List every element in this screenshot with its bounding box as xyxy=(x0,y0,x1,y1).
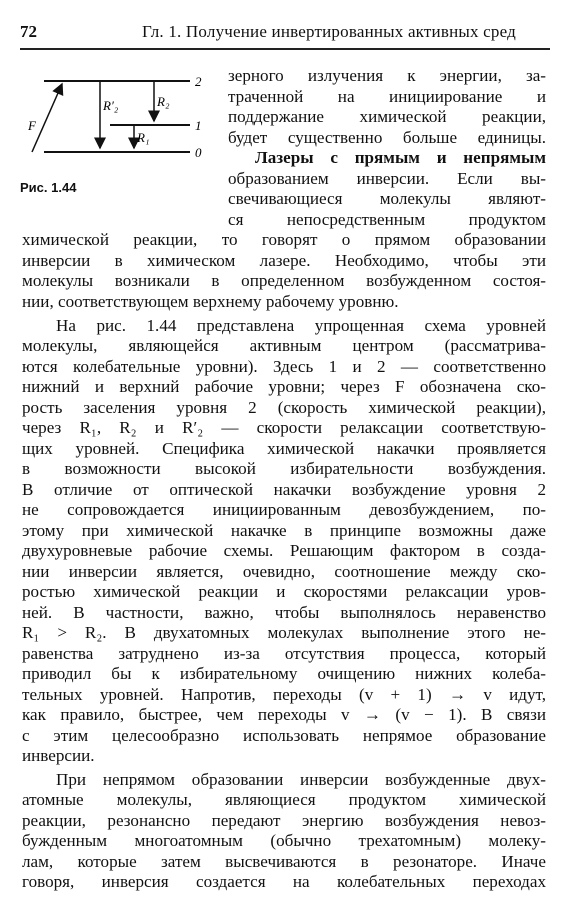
rate-label-R2: R₂ xyxy=(157,94,170,109)
header-rule xyxy=(20,48,550,50)
text-line: реакции, резонансно передают энергию возбуждения невоз- xyxy=(22,811,546,830)
text-line: лам, которые затем высвечиваются в резонаторе. Иначе xyxy=(22,852,546,871)
text-line: тельных уровней. Напротив, переходы (v + 1) → v идут, xyxy=(22,685,546,704)
text-line: ней. В частности, важно, чтобы выполнялось неравенство xyxy=(22,603,546,622)
running-title: Гл. 1. Получение инвертированных активных сред xyxy=(142,22,516,41)
text-line: молекулы, являющейся активным центром (рассматрива- xyxy=(22,336,546,355)
rate-label-F: F xyxy=(28,118,36,133)
text-line: в возможности высокой избирательности возбуждения. xyxy=(22,459,546,478)
text-line: зерного излучения к энергии, за- xyxy=(228,66,546,85)
text-line: как правило, быстрее, чем переходы v → (v − 1). В связи xyxy=(22,705,546,724)
text-line: приводил бы к избирательному очищению нижних колеба- xyxy=(22,664,546,683)
text-line: нии, соответствующем верхнему рабочему уровню. xyxy=(22,292,399,311)
text-line: ростью химической реакции и скоростями релаксации уров- xyxy=(22,582,546,601)
text-line: R₁ > R₂. В двухатомных молекулах выполнение этого не- xyxy=(22,623,546,642)
text-line: через R₁, R₂ и R′₂ — скорости релаксации соответствую- xyxy=(22,418,546,437)
text-line: инверсии в химическом лазере. Необходимо, чтобы эти xyxy=(22,251,546,270)
text-line: образованием инверсии. Если вы- xyxy=(228,169,546,188)
text-line: свечивающиеся молекулы являют- xyxy=(228,189,546,208)
text-line: двухуровневые рабочие схемы. Решающим фактором в созда- xyxy=(22,541,546,560)
page-number: 72 xyxy=(20,22,37,41)
rate-label-R1: R₁ xyxy=(137,130,150,145)
text-line: с этим целесообразно использовать непрямое образование xyxy=(22,726,546,745)
text-line: На рис. 1.44 представлена упрощенная схема уровней xyxy=(56,316,546,335)
text-line: поддержание химической реакции, xyxy=(228,107,546,126)
figure-caption: Рис. 1.44 xyxy=(20,180,77,195)
rate-label-R2prime: R′₂ xyxy=(103,98,119,113)
text-line: нии инверсии является, очевидно, соотношение между ско- xyxy=(22,562,546,581)
text-line: ются колебательные уровни). Здесь 1 и 2 — соответственно xyxy=(22,357,546,376)
text-line: атомные молекулы, являющиеся продуктом химической xyxy=(22,790,546,809)
text-line: молекулы возникали в определенном возбужденном состоя- xyxy=(22,271,546,290)
text-line: бужденным многоатомным (обычно трехатомным) молеку- xyxy=(22,831,546,850)
text-line: щих уровней. Специфика химической накачки проявляется xyxy=(22,439,546,458)
text-line: говоря, инверсия создается на колебательных переходах xyxy=(22,872,546,891)
text-line: не сопровождается инициированным девозбуждением, по- xyxy=(22,500,546,519)
text-line: рость заселения уровня 2 (скорость химической реакции), xyxy=(22,398,546,417)
text-line: инверсии. xyxy=(22,746,95,765)
text-line: нижний и верхний рабочие уровни; через F обозначена ско- xyxy=(22,377,546,396)
level-label-1: 1 xyxy=(195,118,202,133)
text-line: химической реакции, то говорят о прямом образовании xyxy=(22,230,546,249)
level-label-0: 0 xyxy=(195,145,202,160)
text-line: ся непосредственным продуктом xyxy=(228,210,546,229)
section-heading: Лазеры с прямым и непрямым xyxy=(255,148,546,167)
pump-arrow-F xyxy=(32,84,62,152)
energy-level-svg xyxy=(22,68,222,180)
level-label-2: 2 xyxy=(195,74,202,89)
text-line: траченной на инициирование и xyxy=(228,87,546,106)
text-line: будет существенно больше единицы. xyxy=(228,128,546,147)
text-line: этому при химической накачке в принципе возможны даже xyxy=(22,521,546,540)
text-line: В отличие от оптической накачки возбуждение уровня 2 xyxy=(22,480,546,499)
energy-level-diagram xyxy=(22,68,222,180)
text-line: При непрямом образовании инверсии возбужденные двух- xyxy=(56,770,546,789)
text-line: равенства затруднено из-за отсутствия процесса, который xyxy=(22,644,546,663)
